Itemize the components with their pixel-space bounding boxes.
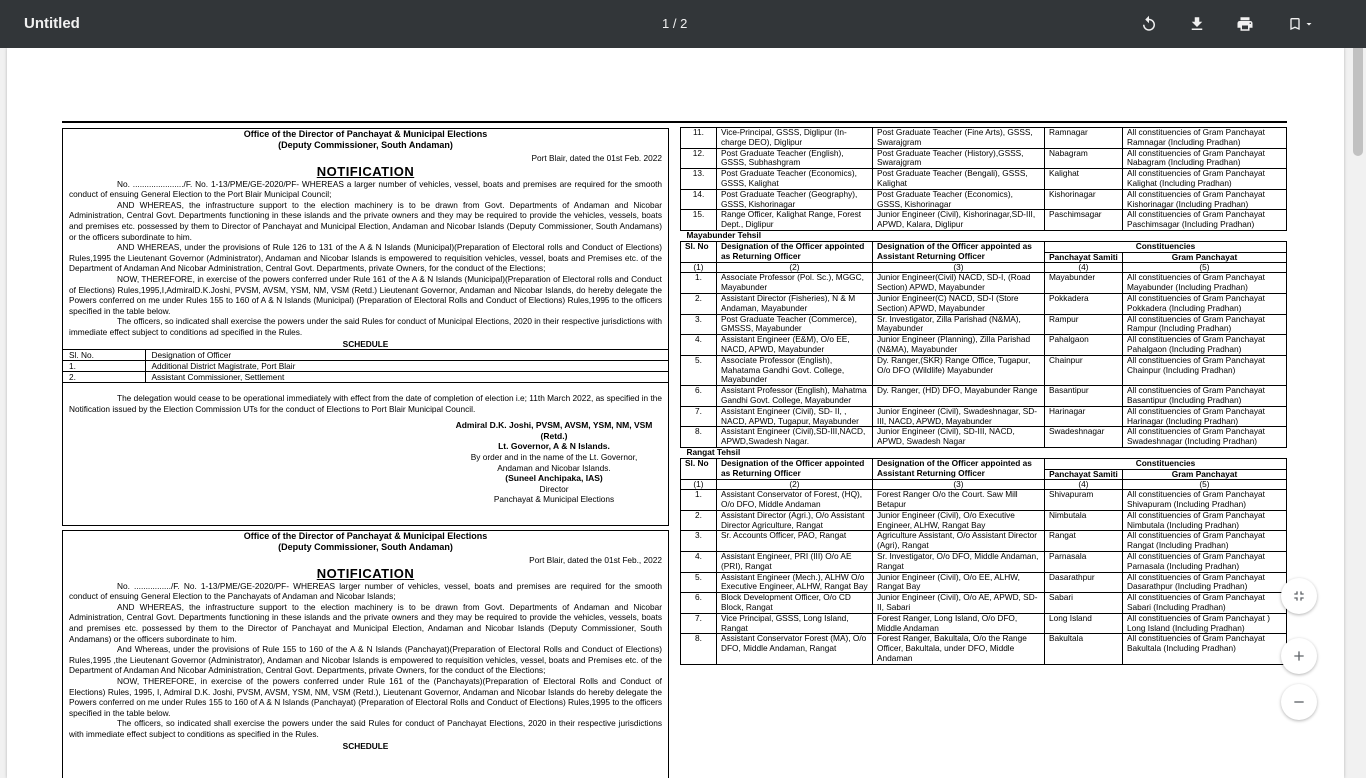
table-row xyxy=(63,361,668,372)
chevron-down-icon xyxy=(1303,18,1315,30)
table-cell: All constituencies of Gram Panchayat Sabari (Including Pradhan) xyxy=(1123,593,1287,614)
table-row xyxy=(681,273,1287,294)
table-cell: 1. xyxy=(681,273,717,294)
table-cell: Associate Professor (Pol. Sc.), MGGC, Mayabunder xyxy=(717,273,873,294)
table-cell: Block Development Officer, O/o CD Block, Rangat xyxy=(717,593,873,614)
download-button[interactable] xyxy=(1185,12,1209,36)
table-cell: 1. xyxy=(681,490,717,511)
vertical-scrollbar[interactable] xyxy=(1350,48,1366,768)
cell: Sl. No. xyxy=(63,350,145,361)
table-row xyxy=(681,230,1287,241)
notification-title: NOTIFICATION xyxy=(316,565,415,581)
table-cell: Post Graduate Teacher (Geography), GSSS, Kishorinagar xyxy=(717,189,873,210)
table-cell: All constituencies of Gram Panchayat Nimbutala (Including Pradhan) xyxy=(1123,510,1287,531)
table-cell: Assistant Engineer, PRI (III) O/o AE (PRI), Rangat xyxy=(717,552,873,573)
signature-line: Andaman and Nicobar Islands. xyxy=(497,462,611,473)
table-cell: Post Graduate Teacher (Bengali), GSSS, Kalighat xyxy=(873,169,1045,190)
table-cell: Vice-Principal, GSSS, Diglipur (In-charge DEO), Diglipur xyxy=(717,128,873,149)
table-cell: Shivapuram xyxy=(1045,490,1123,511)
table-cell: Bakultala xyxy=(1045,634,1123,664)
table-cell: Junior Engineer (Planning), Zilla Parishad (N&MA), Mayabunder xyxy=(873,335,1045,356)
table-cell: All constituencies of Gram Panchayat Shivapuram (Including Pradhan) xyxy=(1123,490,1287,511)
table-cell: (5) xyxy=(1123,263,1287,273)
cell: Designation of Officer xyxy=(145,350,668,361)
notice-paragraph: NOW, THEREFORE, in exercise of the powers conferred under Rule 161 of the A & N Islands (Municipal)(Preparation of Electoral rolls and Conduct of Elections) Rules,1995,I,AdmiralD.K.Joshi, PVSM, AVSM, YSM, NM, VSM (Retd.) Lieutenant Governor, Andaman and Nicobar Islands, do hereby delegate the Powers conferred on me under Rules 155 to 160 of A & N Islands (Municipal) (Preparation of Electoral Rolls and Conduct of Elections) Rules,1995 to the officers specified in the table below. xyxy=(69,273,662,316)
table-row xyxy=(681,490,1287,511)
signature-line: Director xyxy=(539,483,569,494)
table-cell: Assistant Engineer (Civil),SD-III,NACD, APWD,Swadesh Nagar. xyxy=(717,427,873,448)
table-cell: Range Officer, Kalighat Range, Forest Dept., Diglipur xyxy=(717,210,873,231)
zoom-out-button[interactable] xyxy=(1281,684,1317,720)
print-icon xyxy=(1236,15,1254,33)
table-cell: Assistant Conservator Forest (MA), O/o DFO, Middle Andaman, Rangat xyxy=(717,634,873,664)
table-cell: Assistant Professor (English), Mahatma Gandhi Govt. College, Mayabunder xyxy=(717,386,873,407)
table-row xyxy=(681,210,1287,231)
table-cell: 6. xyxy=(681,386,717,407)
table-row xyxy=(681,593,1287,614)
table-cell: Agriculture Assistant, O/o Assistant Director (Agri), Rangat xyxy=(873,531,1045,552)
table-cell: (4) xyxy=(1045,263,1123,273)
notice-paragraph: No. ................/F. No. 1-13/PME/GE-2020/PF- WHEREAS larger number of vehicles, vessel, boats and premises are required for the smooth conduct of ensuing General Election to the Panchayats of Andaman and Nicobar Islands; xyxy=(69,580,662,602)
office-heading: Office of the Director of Panchayat & Municipal Elections xyxy=(243,531,488,541)
table-row xyxy=(681,406,1287,427)
table-cell: Assistant Engineer (Civil), SD- II, , NACD, APWD, Tugapur, Mayabunder xyxy=(717,406,873,427)
table-cell: 3. xyxy=(681,314,717,335)
table-cell: Post Graduate Teacher (Fine Arts), GSSS, Swarajgram xyxy=(873,128,1045,149)
table-cell: All constituencies of Gram Panchayat Rampur (Including Pradhan) xyxy=(1123,314,1287,335)
print-button[interactable] xyxy=(1233,12,1257,36)
table-row xyxy=(681,613,1287,634)
table-cell: Panchayat Samiti xyxy=(1045,252,1123,263)
bookmark-menu-button[interactable] xyxy=(1281,12,1321,36)
table-cell: Kalighat xyxy=(1045,169,1123,190)
table-cell: All constituencies of Gram Panchayat Pokkadera (Including Pradhan) xyxy=(1123,293,1287,314)
signature-line: Panchayat & Municipal Elections xyxy=(493,494,615,505)
table-cell: Ramnagar xyxy=(1045,128,1123,149)
table-cell: 14. xyxy=(681,189,717,210)
table-cell: 5. xyxy=(681,355,717,385)
table-cell: (3) xyxy=(873,263,1045,273)
table-cell: (1) xyxy=(681,263,717,273)
table-cell: Mayabunder xyxy=(1045,273,1123,294)
table-cell: (1) xyxy=(681,480,717,490)
table-cell: Constituencies xyxy=(1045,458,1287,469)
table-cell: Assistant Engineer (E&M), O/o EE, NACD, APWD, Mayabunder xyxy=(717,335,873,356)
table-cell: Forest Ranger O/o the Court. Saw Mill Betapur xyxy=(873,490,1045,511)
table-row xyxy=(681,510,1287,531)
notice-paragraph: And Whereas, under the provisions of Rule 155 to 160 of the A & N Islands (Panchayat)(Preparation of Electoral Rolls and Conduct of Elections) Rules,1995 ,the Lieutenant Governor (Administrator), Andaman and Nicobar Islands is empowered to requisition vehicles, vessel, boats and Premises etc. of the Department of Andaman And Nicobar Administration, Central Govt. Departments, private Owners, for the conduct of the Elections; xyxy=(69,644,662,676)
notice-panchayat xyxy=(62,530,669,778)
cell: 1. xyxy=(63,361,145,372)
table-cell: All constituencies of Gram Panchayat Chainpur (Including Pradhan) xyxy=(1123,355,1287,385)
table-cell: Post Graduate Teacher (English), GSSS, Subhashgram xyxy=(717,148,873,169)
table-cell: All constituencies of Gram Panchayat Ramnagar (Including Pradhan) xyxy=(1123,128,1287,149)
table-cell: Dasarathpur xyxy=(1045,572,1123,593)
table-cell: All constituencies of Gram Panchayat Paschimsagar (Including Pradhan) xyxy=(1123,210,1287,231)
table-cell: Junior Engineer(C) NACD, SD-I (Store Section) APWD, Mayabunder xyxy=(873,293,1045,314)
table-cell: Pahalgaon xyxy=(1045,335,1123,356)
table-cell: Sabari xyxy=(1045,593,1123,614)
table-cell: Pokkadera xyxy=(1045,293,1123,314)
table-cell: Constituencies xyxy=(1045,241,1287,252)
table-cell: (2) xyxy=(717,263,873,273)
table-cell: (3) xyxy=(873,480,1045,490)
table-cell: 11. xyxy=(681,128,717,149)
rotate-button[interactable] xyxy=(1137,12,1161,36)
table-cell: 15. xyxy=(681,210,717,231)
table-cell: Swadeshnagar xyxy=(1045,427,1123,448)
cell: 2. xyxy=(63,372,145,383)
table-cell: All constituencies of Gram Panchayat Harinagar (Including Pradhan) xyxy=(1123,406,1287,427)
table-cell: 7. xyxy=(681,613,717,634)
table-cell: All constituencies of Gram Panchayat Pahalgaon (Including Pradhan) xyxy=(1123,335,1287,356)
table-row xyxy=(681,128,1287,149)
table-row xyxy=(681,241,1287,252)
delegation-paragraph: The delegation would cease to be operational immediately with effect from the date of completion of election i.e; 11th March 2022, as specified in the Notification issued by the Election Commission UTs for the conduct of Elections to Port Blair Municipal Council. xyxy=(69,393,662,414)
notice-paragraph: AND WHEREAS, under the provisions of Rule 126 to 131 of the A & N Islands (Municipal)(Preparation of Electoral rolls and Conduct of Elections) Rules,1995 the Lieutenant Governor (Administrator), Andaman and Nicobar Islands is empowered to requisition vehicles, vessel, boats and Premises etc. of the Department of Andaman And Nicobar Administration, Central Govt. Departments, private Owners, for the conduct of the Elections; xyxy=(69,242,662,274)
table-cell: Assistant Conservator of Forest, (HQ), O/o DFO, Middle Andaman xyxy=(717,490,873,511)
office-subheading: (Deputy Commissioner, South Andaman) xyxy=(278,542,453,552)
table-cell: 5. xyxy=(681,572,717,593)
zoom-in-button[interactable] xyxy=(1281,638,1317,674)
table-cell: All constituencies of Gram Panchayat Parnasala (Including Pradhan) xyxy=(1123,552,1287,573)
schedule-label: SCHEDULE xyxy=(342,338,389,349)
notice-paragraph: NOW, THEREFORE, in exercise of the powers conferred under Rule 161 of the (Panchayats)(Preparation of Electoral Rolls and Conduct of Elections) Rules, 1995, I, Admiral D.K. Joshi, PVSM, AVSM, YSM, NM, VSM (Retd.), Lieutenant Governor, Andaman and Nicobar Islands do hereby delegate the Powers conferred on me under Rules 155 to 160 of A & N Islands (Panchayat) (Preparation of Electoral Rolls and Conduct of Elections) Rules,1995 to the officers specified in the table below. xyxy=(69,675,662,718)
table-cell: Panchayat Samiti xyxy=(1045,469,1123,480)
table-cell: Sr. Investigator, Zilla Parishad (N&MA), Mayabunder xyxy=(873,314,1045,335)
table-cell: Assistant Engineer (Mech.), ALHW O/o Executive Engineer, ALHW, Rangat Bay xyxy=(717,572,873,593)
page-indicator: 1 / 2 xyxy=(662,16,688,31)
pdf-toolbar xyxy=(0,0,1366,48)
table-cell: All constituencies of Gram Panchayat Kalighat (Including Pradhan) xyxy=(1123,169,1287,190)
table-cell: 2. xyxy=(681,293,717,314)
table-cell: All constituencies of Gram Panchayat Dasarathpur (Including Pradhan) xyxy=(1123,572,1287,593)
page-top-rule xyxy=(62,121,1287,123)
notice-municipal xyxy=(62,128,669,526)
table-cell: Post Graduate Teacher (Economics), GSSS, Kalighat xyxy=(717,169,873,190)
signatory-title: Lt. Governor, A & N Islands. xyxy=(498,441,610,452)
signatory-name: Admiral D.K. Joshi, PVSM, AVSM, YSM, NM, VSM (Retd.) xyxy=(455,420,653,441)
office-heading: Office of the Director of Panchayat & Municipal Elections xyxy=(243,129,488,139)
table-cell: (4) xyxy=(1045,480,1123,490)
table-row xyxy=(63,350,668,361)
table-cell: Junior Engineer (Civil), O/o Executive Engineer, ALHW, Rangat Bay xyxy=(873,510,1045,531)
table-cell: 13. xyxy=(681,169,717,190)
table-cell: Nabagram xyxy=(1045,148,1123,169)
table-cell: Designation of the Officer appointed as Returning Officer xyxy=(717,241,873,263)
table-cell: Junior Engineer (Civil), SD-III, NACD, APWD, Swadesh Nagar xyxy=(873,427,1045,448)
table-cell: Rangat xyxy=(1045,531,1123,552)
notice-paragraph: The officers, so indicated shall exercise the powers under the said Rules for conduct of Municipal Elections, 2020 in their respective jurisdictions with immediate effect subject to conditions ad specified in the Rules. xyxy=(69,316,662,337)
notice-date: Port Blair, dated the 01st Feb. 2022 xyxy=(531,153,662,163)
fit-to-page-button[interactable] xyxy=(1281,578,1317,614)
table-row xyxy=(681,386,1287,407)
returning-officers-table xyxy=(680,127,1287,665)
table-cell: All constituencies of Gram Panchayat Basantipur (Including Pradhan) xyxy=(1123,386,1287,407)
document-title: Untitled xyxy=(24,15,80,32)
signature-line: By order and in the name of the Lt. Governor, xyxy=(470,452,638,463)
table-row xyxy=(681,314,1287,335)
table-cell: Designation of the Officer appointed as Assistant Returning Officer xyxy=(873,458,1045,480)
table-row xyxy=(681,552,1287,573)
zoom-in-icon xyxy=(1291,648,1307,664)
table-cell: (2) xyxy=(717,480,873,490)
table-cell: All constituencies of Gram Panchayat Kishorinagar (Including Pradhan) xyxy=(1123,189,1287,210)
table-cell: (5) xyxy=(1123,480,1287,490)
cell: Assistant Commissioner, Settlement xyxy=(145,372,668,383)
table-cell: Sl. No xyxy=(681,241,717,263)
schedule-table xyxy=(63,349,668,383)
table-cell: Post Graduate Teacher (Commerce), GMSSS, Mayabunder xyxy=(717,314,873,335)
table-cell: Long Island xyxy=(1045,613,1123,634)
notice-paragraph: AND WHEREAS, the infrastructure support to the election machinery is to be drawn from Govt. Departments of Andaman and Nicobar Administration, Central Govt. Departments functioning in these islands and the private owners and they may be required to provide the vehicles, vessels, boats and premises etc. possessed by them to the Director of Panchayat and Municipal Election, Andaman and Nicobar Islands (Deputy Commissioner, South Andamans) or the officers subordinate to him. xyxy=(69,601,662,644)
table-row xyxy=(681,427,1287,448)
table-cell: Sr. Accounts Officer, PAO, Rangat xyxy=(717,531,873,552)
table-row xyxy=(681,263,1287,273)
table-cell: Gram Panchayat xyxy=(1123,252,1287,263)
table-row xyxy=(681,293,1287,314)
schedule-label: SCHEDULE xyxy=(342,740,389,751)
table-cell: All constituencies of Gram Panchayat Swadeshnagar (Including Pradhan) xyxy=(1123,427,1287,448)
table-row xyxy=(681,169,1287,190)
table-row xyxy=(681,458,1287,469)
table-row xyxy=(681,335,1287,356)
notice-paragraph: No. ....................../F. No. 1-13/PME/GE-2020/PF- WHEREAS a larger number of vehicles, vessel, boats and premises are required for the smooth conduct of ensuing General Election to the Port Blair Municipal Council; xyxy=(69,178,662,200)
table-cell: Junior Engineer (Civil), O/o AE, APWD, SD-II, Sabari xyxy=(873,593,1045,614)
download-icon xyxy=(1188,15,1206,33)
table-row xyxy=(63,372,668,383)
table-cell: Sl. No xyxy=(681,458,717,480)
pdf-page xyxy=(7,48,1344,778)
office-subheading: (Deputy Commissioner, South Andaman) xyxy=(278,140,453,150)
table-row xyxy=(681,189,1287,210)
table-cell: Assistant Director (Agri.), O/o Assistant Director Agriculture, Rangat xyxy=(717,510,873,531)
table-cell: Associate Professor (English), Mahatama Gandhi Govt. College, Mayabunder xyxy=(717,355,873,385)
notice-date: Port Blair, dated the 01st Feb., 2022 xyxy=(529,555,662,565)
rotate-icon xyxy=(1140,15,1158,33)
table-cell: Post Graduate Teacher (History),GSSS, Swarajgram xyxy=(873,148,1045,169)
table-cell: Junior Engineer (Civil), O/o EE, ALHW, Rangat Bay xyxy=(873,572,1045,593)
table-row xyxy=(681,447,1287,458)
bookmark-icon xyxy=(1287,15,1303,33)
table-cell: All constituencies of Gram Panchayat Mayabunder (Including Pradhan) xyxy=(1123,273,1287,294)
cell: Additional District Magistrate, Port Blair xyxy=(145,361,668,372)
table-cell: Vice Principal, GSSS, Long Island, Rangat xyxy=(717,613,873,634)
table-row xyxy=(681,355,1287,385)
table-cell: Junior Engineer (Civil), Swadeshnagar, SD-III, NACD, APWD, Mayabunder xyxy=(873,406,1045,427)
table-cell: Designation of the Officer appointed as Returning Officer xyxy=(717,458,873,480)
table-cell: 8. xyxy=(681,427,717,448)
table-cell: All constituencies of Gram Panchayat ) Long Island (Including Pradhan) xyxy=(1123,613,1287,634)
table-cell: Assistant Director (Fisheries), N & M Andaman, Mayabunder xyxy=(717,293,873,314)
table-row xyxy=(681,531,1287,552)
table-cell: 2. xyxy=(681,510,717,531)
notice-paragraph: The officers, so indicated shall exercise the powers under the said Rules for conduct of Panchayat Elections, 2020 in their respective jurisdictions with immediate effect subject to conditions as specified in the Rules. xyxy=(69,718,662,739)
table-row xyxy=(681,634,1287,664)
table-cell: Dy. Ranger, (HD) DFO, Mayabunder Range xyxy=(873,386,1045,407)
table-cell: Sr. Investigator, O/o DFO, Middle Andaman, Rangat xyxy=(873,552,1045,573)
table-cell: 8. xyxy=(681,634,717,664)
notification-title: NOTIFICATION xyxy=(316,163,415,179)
table-cell: Nimbutala xyxy=(1045,510,1123,531)
table-cell: All constituencies of Gram Panchayat Rangat (Including Pradhan) xyxy=(1123,531,1287,552)
table-cell: 4. xyxy=(681,335,717,356)
table-cell: Rampur xyxy=(1045,314,1123,335)
director-name: (Suneel Anchipaka, IAS) xyxy=(505,473,603,484)
table-cell: Paschimsagar xyxy=(1045,210,1123,231)
table-cell: 4. xyxy=(681,552,717,573)
table-cell: Kishorinagar xyxy=(1045,189,1123,210)
table-row xyxy=(681,572,1287,593)
table-cell: 6. xyxy=(681,593,717,614)
table-cell: Designation of the Officer appointed as Assistant Returning Officer xyxy=(873,241,1045,263)
table-cell: All constituencies of Gram Panchayat Nabagram (Including Pradhan) xyxy=(1123,148,1287,169)
table-cell: Forest Ranger, Bakultala, O/o the Range Officer, Bakultala, under DFO, Middle Andaman xyxy=(873,634,1045,664)
notice-paragraph: AND WHEREAS, the infrastructure support to the election machinery is to be drawn from Govt. Departments of Andaman and Nicobar Administration, Central Govt. Departments functioning in these islands and the private owners and they may be required to provide the vehicles, vessels, boats and premises etc. possessed by them to Director of Panchayat and Municipal Election, Andaman and Nicobar Islands (Deputy Commissioner, South Andamans) or the officers subordinate to him. xyxy=(69,199,662,242)
table-cell: Junior Engineer (Civil), Kishorinagar,SD-III, APWD, Kalara, Diglipur xyxy=(873,210,1045,231)
table-cell: 12. xyxy=(681,148,717,169)
fit-to-page-icon xyxy=(1291,588,1307,604)
table-cell: Chainpur xyxy=(1045,355,1123,385)
signature-block xyxy=(449,420,659,505)
table-cell: Parnasala xyxy=(1045,552,1123,573)
table-cell: 7. xyxy=(681,406,717,427)
table-cell: Dy. Ranger,(SKR) Range Office, Tugapur, O/o DFO (Wildlife) Mayabunder xyxy=(873,355,1045,385)
table-cell: 3. xyxy=(681,531,717,552)
table-cell: Basantipur xyxy=(1045,386,1123,407)
table-cell: Mayabunder Tehsil xyxy=(681,230,1287,241)
table-cell: All constituencies of Gram Panchayat Bakultala (Including Pradhan) xyxy=(1123,634,1287,664)
table-cell: Forest Ranger, Long Island, O/o DFO, Middle Andaman xyxy=(873,613,1045,634)
table-cell: Harinagar xyxy=(1045,406,1123,427)
table-cell: Junior Engineer(Civil) NACD, SD-I, (Road Section) APWD, Mayabunder xyxy=(873,273,1045,294)
table-cell: Rangat Tehsil xyxy=(681,447,1287,458)
table-cell: Gram Panchayat xyxy=(1123,469,1287,480)
zoom-out-icon xyxy=(1291,694,1307,710)
table-cell: Post Graduate Teacher (Economics), GSSS, Kishorinagar xyxy=(873,189,1045,210)
table-row xyxy=(681,148,1287,169)
table-row xyxy=(681,480,1287,490)
